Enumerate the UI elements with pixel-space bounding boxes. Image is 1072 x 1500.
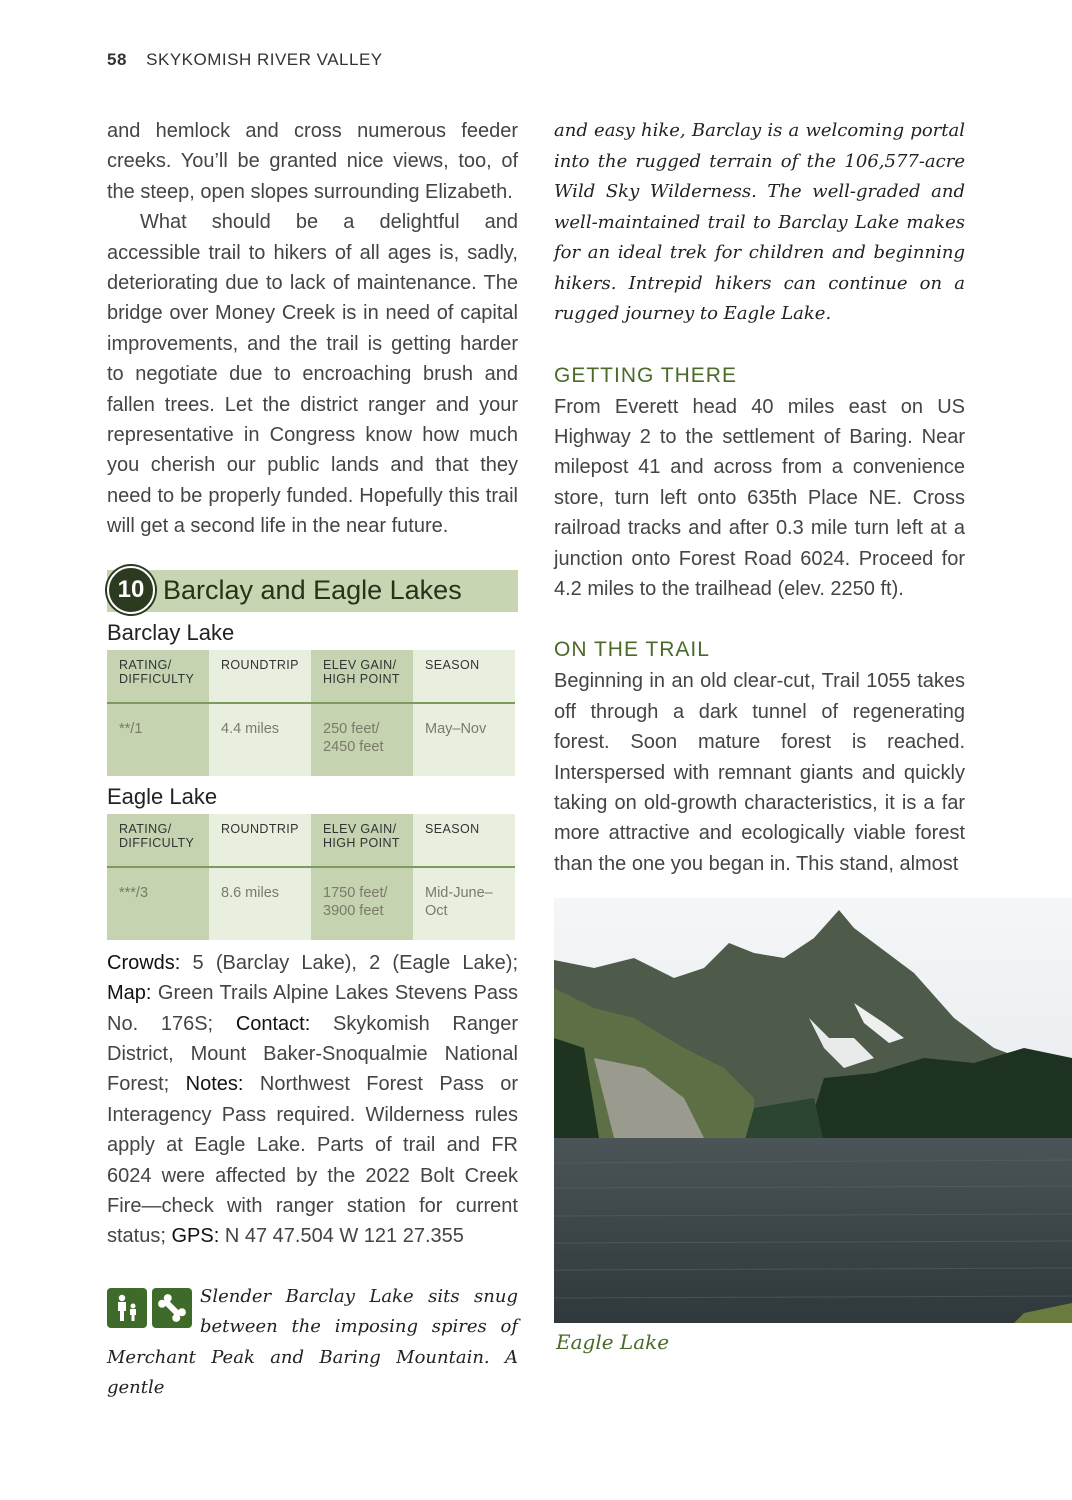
table-header: SEASON xyxy=(413,650,515,703)
table-cell: ***/3 xyxy=(107,867,209,940)
table-title-barclay: Barclay Lake xyxy=(107,619,235,645)
table-header: ROUNDTRIP xyxy=(209,650,311,703)
table-cell: 4.4 miles xyxy=(209,703,311,776)
dog-friendly-icon xyxy=(152,1288,192,1328)
photo-caption: Eagle Lake xyxy=(556,1330,670,1354)
stats-table-eagle xyxy=(107,814,515,940)
on-the-trail-text: Beginning in an old clear-cut, Trail 1055 takes off through a dark tunnel of regenerating forest. Soon mature forest is reached. Interspersed with remnant giants and quickly taking on old-growth characteristics, it is a far more attractive and ecologically viable forest than the one you began in. This stand, almost xyxy=(554,670,965,875)
contact-value: Skykomish Ranger District, Mount Baker-Snoqualmie National Forest; xyxy=(107,1012,519,1096)
table-header: ELEV GAIN/ HIGH POINT xyxy=(311,814,413,867)
table-cell: **/1 xyxy=(107,703,209,776)
table-cell: 1750 feet/ 3900 feet xyxy=(311,867,413,940)
table-header: ELEV GAIN/ HIGH POINT xyxy=(311,650,413,703)
running-head xyxy=(107,50,383,70)
table-cell: 250 feet/ 2450 feet xyxy=(311,703,413,776)
intro-italic-continued: and easy hike, Barclay is a welcoming portal into the rugged terrain of the 106,577-acre Wild Sky Wilderness. The well-graded and well-maintained trail to Barclay Lake makes for an ideal trek for children and beginning hikers. Intrepid hikers can continue on a rugged journey to Eagle Lake. xyxy=(554,120,965,324)
table-title-eagle: Eagle Lake xyxy=(107,783,218,809)
hike-info xyxy=(107,948,518,1252)
hike-number-badge: 10 xyxy=(107,566,155,614)
stats-table-barclay xyxy=(107,650,515,776)
contact-label: Contact: xyxy=(235,1012,311,1035)
on-the-trail-heading: ON THE TRAIL xyxy=(554,638,710,662)
kid-friendly-icon xyxy=(107,1288,147,1328)
table-cell: 8.6 miles xyxy=(209,867,311,940)
table-header: SEASON xyxy=(413,814,515,867)
hike-title: Barclay and Eagle Lakes xyxy=(163,575,462,606)
intro-italic: Slender Barclay Lake sits snug between the imposing spires of Merchant Peak and Baring Mountain. A gentle xyxy=(107,1285,518,1399)
feature-icons xyxy=(107,1288,192,1328)
intro-block xyxy=(107,1282,518,1404)
section-title: SKYKOMISH RIVER VALLEY xyxy=(146,50,383,69)
crowds-value: 5 (Barclay Lake), 2 (Eagle Lake); xyxy=(192,951,518,974)
map-label: Map: xyxy=(107,982,152,1005)
table-cell: Mid-June–Oct xyxy=(413,867,515,940)
table-cell: May–Nov xyxy=(413,703,515,776)
crowds-label: Crowds: xyxy=(107,951,181,974)
getting-there-heading: GETTING THERE xyxy=(554,363,737,387)
table-header: ROUNDTRIP xyxy=(209,814,311,867)
gps-label: GPS: xyxy=(171,1225,220,1248)
left-column xyxy=(107,116,518,1404)
paragraph-continued: and hemlock and cross numerous feeder creeks. You’ll be granted nice views, too, of the steep, open slopes surrounding Elizabeth. xyxy=(107,120,518,203)
table-header: RATING/ DIFFICULTY xyxy=(107,814,209,867)
gps-value: N 47 47.504 W 121 27.355 xyxy=(224,1225,464,1248)
table-header: RATING/ DIFFICULTY xyxy=(107,650,209,703)
getting-there-text: From Everett head 40 miles east on US Highway 2 to the settlement of Baring. Near milepost 41 and across from a convenience store, turn left onto 635th Place NE. Cross railroad tracks and after 0.3 mile turn left at a junction onto Forest Road 6024. Proceed for 4.2 miles to the trailhead (elev. 2250 ft). xyxy=(554,395,965,600)
map-value: Green Trails Alpine Lakes Stevens Pass No. 176S; xyxy=(107,982,518,1035)
eagle-lake-photo xyxy=(554,898,1072,1323)
paragraph-maintenance: What should be a delightful and accessible trail to hikers of all ages is, sadly, deteriorating due to lack of maintenance. The bridge over Money Creek is in need of capital improvements, and the trail is getting harder to negotiate due to encroaching brush and fallen trees. Let the district ranger and your representative in Congress know how much you cherish our public lands and that they need to be properly funded. Hopefully this trail will get a second life in the near future. xyxy=(107,211,518,538)
notes-label: Notes: xyxy=(185,1073,244,1096)
right-column xyxy=(554,116,965,879)
hike-header xyxy=(107,570,518,612)
page-number: 58 xyxy=(107,50,127,69)
notes-value: Northwest Forest Pass or Interagency Pass required. Wilderness rules apply at Eagle Lake. Parts of trail and FR 6024 were affected by the 2022 Bolt Creek Fire—check with ranger station for current status; xyxy=(107,1073,519,1248)
